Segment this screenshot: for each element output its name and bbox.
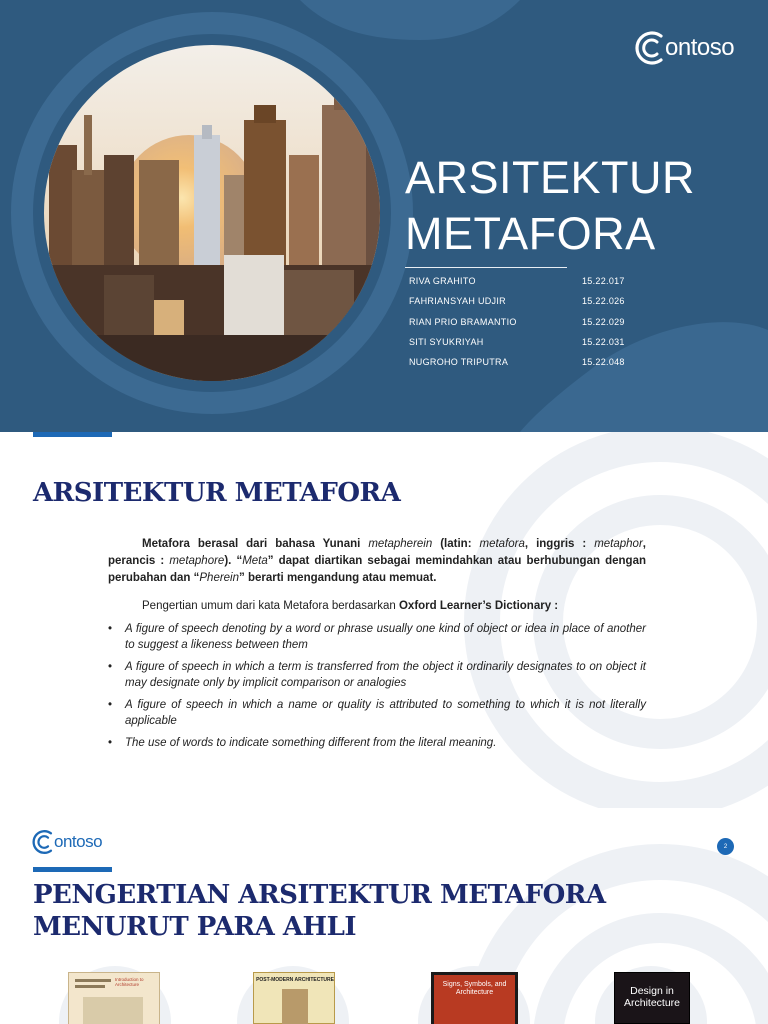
text-run: ” berarti mengandung atau memuat.: [239, 572, 437, 584]
text-run: ” dapat diartikan sebagai memindahkan atau berhubungan dengan perubahan dan “: [108, 555, 646, 584]
company-logo: [32, 829, 102, 855]
text-run: metafora: [479, 538, 525, 550]
definition-list: [108, 621, 646, 751]
text-run: metapherein: [368, 538, 433, 550]
experts-slide: [0, 808, 768, 1024]
member-name: RIAN PRIO BRAMANTIO: [409, 316, 517, 327]
logo-text: ontoso: [54, 832, 103, 851]
logo-text: ontoso: [665, 34, 735, 61]
accent-bar: [33, 432, 112, 437]
book-title: Signs, Symbols, and Architecture: [442, 981, 507, 996]
cover-illustration: [83, 997, 143, 1024]
list-item: • A figure of speech in which a name or quality is attributed to something to which it is not literally applicable: [108, 697, 646, 729]
text-run: Oxford Learner’s Dictionary :: [398, 600, 559, 612]
accent-bar: [33, 867, 112, 872]
member-id: 15.22.017: [582, 276, 625, 287]
text-run: Metafora berasal dari bahasa Yunani: [142, 538, 369, 550]
text-run: , inggris :: [524, 538, 595, 550]
member-row: [409, 312, 649, 332]
text-line-mark: [75, 979, 111, 982]
cover-illustration: [282, 989, 308, 1024]
list-item: • A figure of speech denoting by a word or phrase usually one kind of object or idea in place of another to suggest a likeness between them: [108, 621, 646, 653]
slide-heading: ARSITEKTUR METAFORA: [33, 478, 401, 508]
text-run: metaphore: [169, 555, 225, 567]
member-name: NUGROHO TRIPUTRA: [409, 357, 509, 368]
dictionary-intro: [142, 598, 646, 615]
page-number-badge: 2: [717, 838, 734, 855]
member-name: SITI SYUKRIYAH: [409, 337, 484, 348]
contoso-c-icon: [635, 30, 665, 66]
member-row: [409, 271, 649, 291]
text-run: Pherein: [199, 572, 240, 584]
book-cover: [431, 972, 518, 1024]
heading-line-1: PENGERTIAN ARSITEKTUR METAFORA: [33, 880, 606, 910]
contoso-c-icon: [32, 829, 54, 855]
text-run: (latin:: [432, 538, 480, 550]
text-run: metaphor: [594, 538, 643, 550]
list-item: • A figure of speech in which a term is transferred from the object it ordinarily designates to on object it may designate only by implicit comparison or analogies: [108, 659, 646, 691]
title-slide: [0, 0, 768, 432]
book-cover: [68, 972, 160, 1024]
definition-slide: [0, 432, 768, 864]
book-cover: [614, 972, 690, 1024]
title-line-2: METAFORA: [405, 208, 656, 259]
member-id: 15.22.048: [582, 357, 625, 368]
text-run: , perancis :: [108, 538, 646, 567]
member-name: FAHRIANSYAH UDJIR: [409, 296, 506, 307]
presentation-title: [405, 150, 695, 262]
member-row: [409, 332, 649, 352]
member-id: 15.22.029: [582, 316, 625, 327]
member-id: 15.22.026: [582, 296, 625, 307]
text-run: ). “: [224, 555, 243, 567]
title-divider: [405, 267, 567, 268]
book-title: Design in Architecture: [623, 985, 681, 1009]
list-item: • The use of words to indicate something different from the literal meaning.: [108, 735, 646, 751]
book-title: Introduction to Architecture: [115, 977, 144, 987]
text-line-mark: [75, 985, 105, 988]
text-run: Meta: [242, 555, 268, 567]
member-name: RIVA GRAHITO: [409, 276, 476, 287]
slide-heading: [33, 879, 606, 943]
member-list: [409, 271, 649, 372]
etymology-paragraph: [108, 536, 646, 587]
company-logo: [635, 28, 734, 68]
title-line-1: ARSITEKTUR: [405, 152, 696, 203]
book-title: POST-MODERN ARCHITECTURE: [256, 977, 334, 983]
member-row: [409, 291, 649, 311]
heading-line-2: MENURUT PARA AHLI: [33, 912, 357, 942]
book-cover: [253, 972, 335, 1024]
member-row: [409, 352, 649, 372]
slide-body: [108, 536, 646, 751]
text-run: Pengertian umum dari kata Metafora berdasarkan: [142, 600, 399, 612]
member-id: 15.22.031: [582, 337, 625, 348]
city-skyline-photo: [44, 45, 380, 381]
